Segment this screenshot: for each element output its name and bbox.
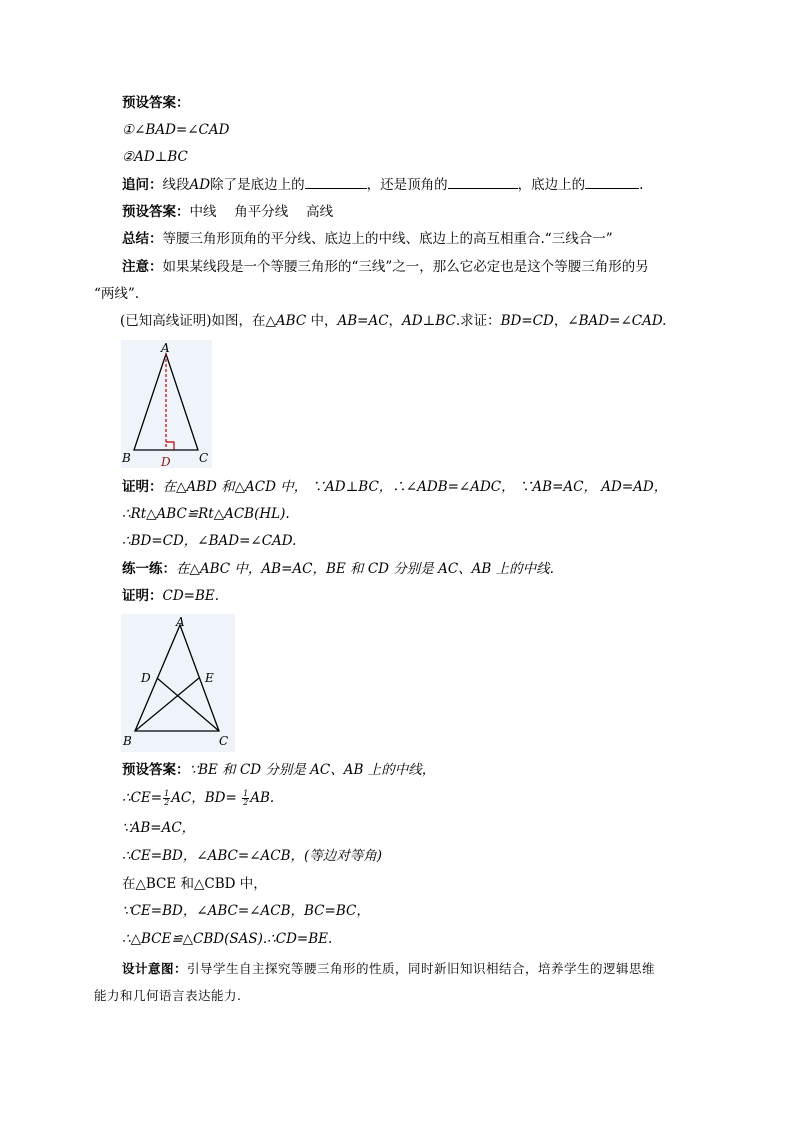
proof-1-line-1: 证明：在△ABD 和△ACD 中， ∵AD⊥BC，∴∠ADB=∠ADC， ∵AB=AC， AD=AD， (122, 479, 668, 495)
note-line-1: 注意：如果某线段是一个等腰三角形的“三线”之一，那么它必定也是这个等腰三角形的另 (122, 259, 649, 275)
proof-1-line-2: ∴Rt△ABC≌Rt△ACB(HL). (122, 506, 290, 522)
follow-up-question: 追问：线段AD除了是底边上的 ，还是顶角的 ，底边上的 . (122, 177, 644, 193)
preset-answer-3-line-6: ∵CE=BD，∠ABC=∠ACB，BC=BC， (122, 903, 370, 919)
label-b-2: B (123, 734, 132, 748)
preset-answer-1-label: 预设答案： (122, 95, 190, 111)
label-d-2: D (141, 671, 151, 685)
design-intent-line-2: 能力和几何语言表达能力. (94, 988, 242, 1003)
preset-answer-3-line-7: ∴△BCE≌△CBD(SAS).∴CD=BE. (122, 931, 333, 947)
preset-answer-2: 预设答案：中线 角平分线 高线 (122, 204, 334, 220)
right-angle-mark (166, 442, 174, 450)
practice-problem: 练一练：在△ABC 中，AB=AC，BE 和 CD 分别是 AC、AB 上的中线. (122, 561, 554, 577)
preset-answer-3-line-4: ∴CE=BD，∠ABC=∠ACB，(等边对等角) (122, 848, 383, 864)
preset-answer-3-line-2: ∴CE= $\frac{1}{2}$ AC，BD= $\frac{1}{2}$ AB. (122, 789, 275, 807)
fraction-one-half-2: $\frac{1}{2}$ (243, 789, 249, 807)
preset-answer-3-line-5: 在△BCE 和△CBD 中， (122, 876, 267, 892)
preset-answer-3-line-1: 预设答案：∵BE 和 CD 分别是 AC、AB 上的中线， (122, 762, 436, 778)
figure-triangle-medians (121, 614, 235, 752)
label-d: D (161, 455, 171, 468)
design-intent-line-1: 设计意图：引导学生自主探究等腰三角形的性质，同时新旧知识相结合，培养学生的逻辑思维 (122, 961, 656, 976)
label-b: B (122, 451, 131, 465)
note-line-2: “两线”. (94, 286, 140, 302)
fraction-one-half: $\frac{1}{2}$ (164, 789, 170, 807)
answer-blank-1 (305, 175, 367, 189)
answer-blank-3 (585, 175, 639, 189)
proof-2-goal: 证明：CD=BE. (122, 588, 220, 604)
summary: 总结：等腰三角形顶角的平分线、底边上的中线、底边上的高互相重合.“三线合一” (122, 231, 613, 247)
label-c-2: C (219, 734, 229, 748)
label-c: C (199, 451, 209, 465)
label-a-2: A (176, 615, 185, 629)
proof-1-line-3: ∴BD=CD，∠BAD=∠CAD. (122, 533, 297, 549)
figure-isosceles-altitude (121, 340, 212, 468)
label-a: A (161, 341, 170, 355)
label-e: E (205, 671, 214, 685)
preset-answer-1-item-1: ①∠BAD=∠CAD (122, 122, 230, 138)
preset-answer-3-line-3: ∵AB=AC， (122, 820, 196, 836)
answer-blank-2 (448, 175, 518, 189)
preset-answer-1-item-2: ②AD⊥BC (122, 149, 188, 165)
problem-statement: (已知高线证明)如图，在△ABC 中，AB=AC，AD⊥BC.求证：BD=CD，∠BAD=∠CAD. (120, 313, 667, 329)
